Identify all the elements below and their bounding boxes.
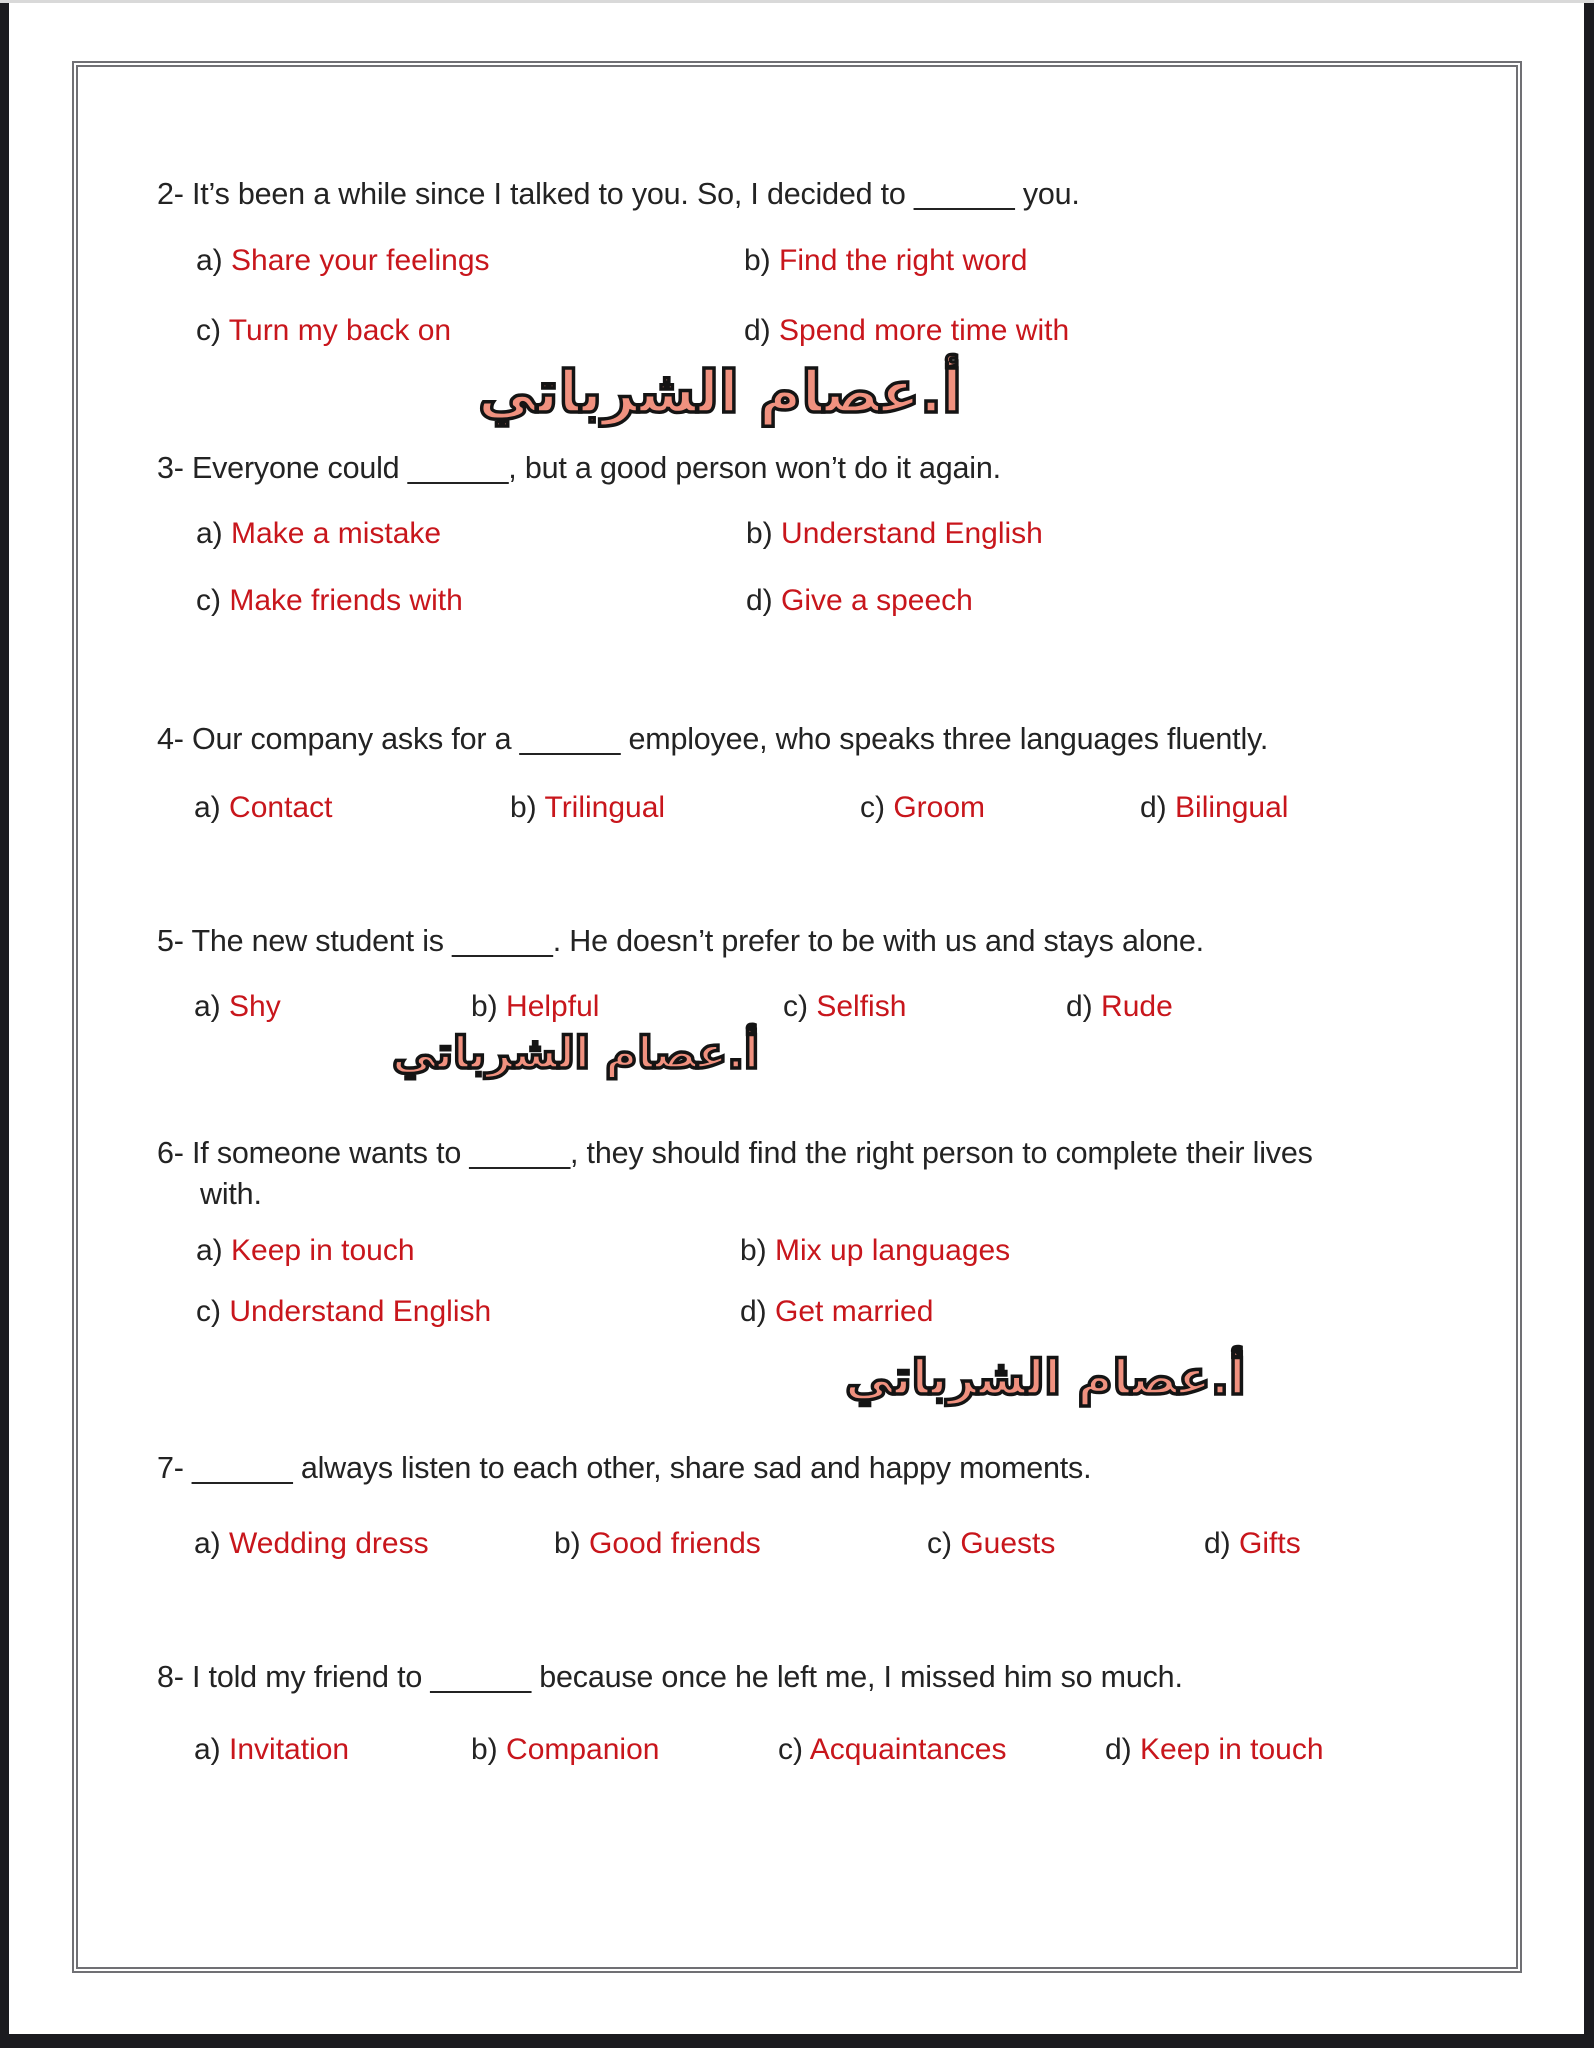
option-text: Get married: [775, 1295, 934, 1328]
option-text: Understand English: [229, 1295, 492, 1328]
option-letter: d): [740, 1295, 767, 1328]
question-4-text: 4- Our company asks for a ______ employee, who speaks three languages fluently.: [157, 722, 1269, 756]
option-letter: a): [196, 1234, 223, 1267]
question-8-options-row: [0, 1732, 1594, 1772]
option-a: [194, 1732, 349, 1768]
option-b: [746, 516, 1043, 552]
question-2-text: 2- It’s been a while since I talked to you. So, I decided to ______ you.: [157, 177, 1080, 211]
option-b: [471, 1732, 659, 1768]
option-a: [196, 1233, 415, 1269]
option-text: Trilingual: [544, 791, 666, 824]
option-letter: c): [778, 1733, 803, 1766]
question-3-text: 3- Everyone could ______, but a good person won’t do it again.: [157, 451, 1001, 485]
option-letter: a): [194, 1733, 221, 1766]
option-letter: c): [927, 1527, 952, 1560]
option-b: [740, 1233, 1010, 1269]
option-text: Invitation: [229, 1733, 350, 1766]
option-text: Gifts: [1239, 1527, 1301, 1560]
option-text: Turn my back on: [228, 314, 452, 347]
screen-edge-bottom-bar: [0, 2034, 1594, 2048]
option-text: Selfish: [816, 990, 907, 1023]
option-a: [196, 243, 490, 279]
option-letter: b): [744, 244, 771, 277]
option-letter: b): [471, 1733, 498, 1766]
option-a: [196, 516, 441, 552]
screen-edge-top-strip: [0, 0, 1594, 3]
option-d: [1204, 1526, 1301, 1562]
question-5-text: 5- The new student is ______. He doesn’t prefer to be with us and stays alone.: [157, 924, 1204, 958]
question-3-options-row-2: [0, 583, 1594, 623]
question-7-text: 7- ______ always listen to each other, share sad and happy moments.: [157, 1451, 1092, 1485]
teacher-name-watermark-2: أ.عصام الشرباتي: [392, 1028, 760, 1079]
option-text: Groom: [893, 791, 986, 824]
question-7-options-row: [0, 1526, 1594, 1566]
option-letter: b): [740, 1234, 767, 1267]
option-text: Rude: [1101, 990, 1173, 1023]
option-text: Keep in touch: [231, 1234, 415, 1267]
option-text: Helpful: [506, 990, 600, 1023]
question-2-options-row-2: [0, 313, 1594, 353]
option-d: [1066, 989, 1173, 1025]
option-letter: a): [194, 1527, 221, 1560]
option-b: [471, 989, 599, 1025]
option-a: [194, 1526, 429, 1562]
option-letter: a): [196, 244, 223, 277]
option-d: [1140, 790, 1288, 826]
option-a: [194, 989, 281, 1025]
question-6-text-line-1: 6- If someone wants to ______, they should find the right person to complete their lives: [157, 1136, 1313, 1170]
option-d: [744, 313, 1069, 349]
option-text: Companion: [506, 1733, 660, 1766]
option-letter: c): [196, 314, 221, 347]
option-text: Keep in touch: [1140, 1733, 1324, 1766]
question-6-text-line-2: with.: [200, 1177, 262, 1211]
option-letter: c): [196, 584, 221, 617]
option-text: Find the right word: [779, 244, 1028, 277]
option-text: Guests: [960, 1527, 1056, 1560]
option-text: Spend more time with: [779, 314, 1070, 347]
option-letter: a): [196, 517, 223, 550]
option-text: Wedding dress: [229, 1527, 429, 1560]
option-b: [744, 243, 1027, 279]
option-text: Make a mistake: [231, 517, 442, 550]
teacher-name-watermark-1: أ.عصام الشرباتي: [478, 358, 962, 426]
option-letter: b): [746, 517, 773, 550]
option-c: [778, 1732, 1007, 1768]
question-8-text: 8- I told my friend to ______ because once he left me, I missed him so much.: [157, 1660, 1183, 1694]
option-c: [860, 790, 985, 826]
option-letter: d): [744, 314, 771, 347]
option-c: [196, 583, 463, 619]
option-letter: d): [746, 584, 773, 617]
question-2-options-row-1: [0, 243, 1594, 283]
option-text: Mix up languages: [775, 1234, 1011, 1267]
option-d: [1105, 1732, 1324, 1768]
question-5-options-row: [0, 989, 1594, 1029]
option-b: [554, 1526, 761, 1562]
option-letter: c): [196, 1295, 221, 1328]
option-text: Contact: [229, 791, 333, 824]
option-text: Give a speech: [781, 584, 973, 617]
option-letter: c): [783, 990, 808, 1023]
option-letter: b): [510, 791, 537, 824]
option-letter: d): [1066, 990, 1093, 1023]
question-4-options-row: [0, 790, 1594, 830]
option-d: [746, 583, 973, 619]
option-c: [196, 1294, 491, 1330]
option-letter: b): [471, 990, 498, 1023]
option-text: Shy: [229, 990, 281, 1023]
option-letter: a): [194, 990, 221, 1023]
option-text: Good friends: [589, 1527, 761, 1560]
option-letter: d): [1204, 1527, 1231, 1560]
option-letter: a): [194, 791, 221, 824]
option-a: [194, 790, 332, 826]
option-letter: d): [1140, 791, 1167, 824]
option-text: Acquaintances: [809, 1733, 1007, 1766]
question-6-options-row-1: [0, 1233, 1594, 1273]
option-c: [927, 1526, 1055, 1562]
option-c: [783, 989, 906, 1025]
question-3-options-row-1: [0, 516, 1594, 556]
option-text: Make friends with: [229, 584, 463, 617]
option-d: [740, 1294, 933, 1330]
option-c: [196, 313, 451, 349]
question-6-options-row-2: [0, 1294, 1594, 1334]
teacher-name-watermark-3: أ.عصام الشرباتي: [845, 1350, 1246, 1406]
option-text: Understand English: [781, 517, 1043, 550]
option-b: [510, 790, 665, 826]
option-text: Share your feelings: [231, 244, 490, 277]
option-letter: c): [860, 791, 885, 824]
option-letter: b): [554, 1527, 581, 1560]
option-text: Bilingual: [1175, 791, 1289, 824]
option-letter: d): [1105, 1733, 1132, 1766]
